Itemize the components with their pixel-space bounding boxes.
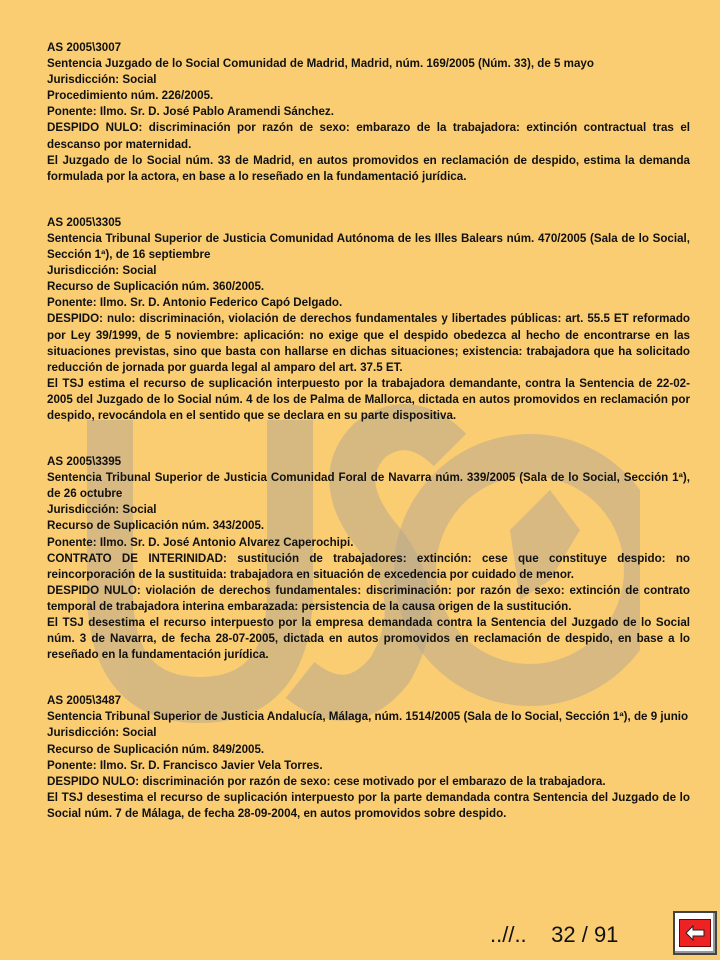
case-procedure: Recurso de Suplicación núm. 849/2005.: [47, 742, 265, 756]
case-reference: AS 2005\3305: [47, 215, 122, 229]
case-reference: AS 2005\3007: [47, 41, 122, 54]
case-ruling: El TSJ desestima el recurso de suplicación interpuesto por la parte demandada contra Sentencia del Juzgado de lo Social núm. 7 de Málaga, de fecha 28-09-2004, en autos promovidos sobre despido.: [47, 790, 690, 820]
case-entry: [47, 40, 690, 185]
case-jurisdiction: Jurisdicción: Social: [47, 503, 157, 517]
case-ponente: Ponente: Ilmo. Sr. D. Antonio Federico Capó Delgado.: [47, 296, 343, 310]
case-title: Sentencia Juzgado de lo Social Comunidad de Madrid, Madrid, núm. 169/2005 (Núm. 33), de 5 mayo: [47, 57, 594, 71]
case-ponente: Ponente: Ilmo. Sr. D. José Antonio Alvarez Caperochipi.: [47, 535, 354, 549]
case-entry: [47, 693, 690, 822]
case-ponente: Ponente: Ilmo. Sr. D. Francisco Javier Vela Torres.: [47, 758, 323, 772]
case-title: Sentencia Tribunal Superior de Justicia Comunidad Foral de Navarra núm. 339/2005 (Sala de lo Social, Sección 1ª), de 26 octubre: [47, 471, 690, 501]
page-footer: [490, 922, 618, 948]
case-procedure: Recurso de Suplicación núm. 360/2005.: [47, 280, 265, 294]
left-arrow-icon: [684, 924, 706, 942]
case-summary: CONTRATO DE INTERINIDAD: sustitución de trabajadores: extinción: cese que constituye despido: no reincorporación de la sustituida: trabajadora en situación de excedencia por cuidado de menor.: [47, 551, 690, 581]
back-button-face: [679, 919, 711, 947]
back-button[interactable]: [673, 911, 717, 955]
case-summary: DESPIDO NULO: discriminación por razón de sexo: cese motivado por el embarazo de la trabajadora.: [47, 774, 606, 788]
case-reference: AS 2005\3395: [47, 455, 122, 469]
case-ruling: El Juzgado de lo Social núm. 33 de Madrid, en autos promovidos en reclamación de despido, estima la demanda formulada por la actora, en base a lo reseñado en la fundamentació jurídica.: [47, 153, 690, 183]
case-jurisdiction: Jurisdicción: Social: [47, 73, 157, 87]
case-procedure: Recurso de Suplicación núm. 343/2005.: [47, 519, 265, 533]
case-entry: [47, 454, 690, 663]
case-reference: AS 2005\3487: [47, 694, 122, 708]
case-summary: DESPIDO NULO: violación de derechos fundamentales: discriminación: por razón de sexo: extinción de contrato temporal de trabajadora interina embarazada: persistencia de la causa origen de la sustitución.: [47, 583, 690, 613]
document-body: [47, 40, 690, 822]
case-summary: DESPIDO: nulo: discriminación, violación de derechos fundamentales y libertades públicas: art. 55.5 ET reformado por Ley 39/1999, de 5 noviembre: aplicación: no exige que el despido obedezca al hecho de encontrarse en las situaciones previstas, sino que basta con hallarse en dichas situaciones; existencia: trabajadora que ha solicitado reducción de jornada por guarda legal al amparo del art. 37.5 ET.: [47, 312, 690, 374]
case-ruling: El TSJ desestima el recurso interpuesto por la empresa demandada contra la Sentencia del Juzgado de lo Social núm. 3 de Navarra, de fecha 28-07-2005, dictada en autos promovidos en reclamación de despido, en base a lo reseñado en la fundamentación jurídica.: [47, 616, 690, 662]
case-entry: [47, 215, 690, 424]
case-summary: DESPIDO NULO: discriminación por razón de sexo: embarazo de la trabajadora: extinción contractual tras el descanso por maternidad.: [47, 121, 690, 151]
case-ponente: Ponente: Ilmo. Sr. D. José Pablo Aramendi Sánchez.: [47, 105, 334, 119]
case-ruling: El TSJ estima el recurso de suplicación interpuesto por la trabajadora demandante, contra la Sentencia de 22-02-2005 del Juzgado de lo Social núm. 4 de los de Palma de Mallorca, dictada en autos promovidos en reclamación por despido, revocándola en el sentido que se declara en su parte dispositiva.: [47, 376, 690, 422]
case-title: Sentencia Tribunal Superior de Justicia Comunidad Autónoma de les Illes Balears núm. 470/2005 (Sala de lo Social, Sección 1ª), de 16 septiembre: [47, 231, 690, 262]
case-title: Sentencia Tribunal Superior de Justicia Andalucía, Málaga, núm. 1514/2005 (Sala de lo Social, Sección 1ª), de 9 junio: [47, 710, 689, 724]
continued-marker: ..//..: [490, 922, 527, 947]
case-procedure: Procedimiento núm. 226/2005.: [47, 89, 214, 103]
case-jurisdiction: Jurisdicción: Social: [47, 264, 157, 278]
case-jurisdiction: Jurisdicción: Social: [47, 726, 157, 740]
page-indicator: 32 / 91: [551, 922, 619, 947]
